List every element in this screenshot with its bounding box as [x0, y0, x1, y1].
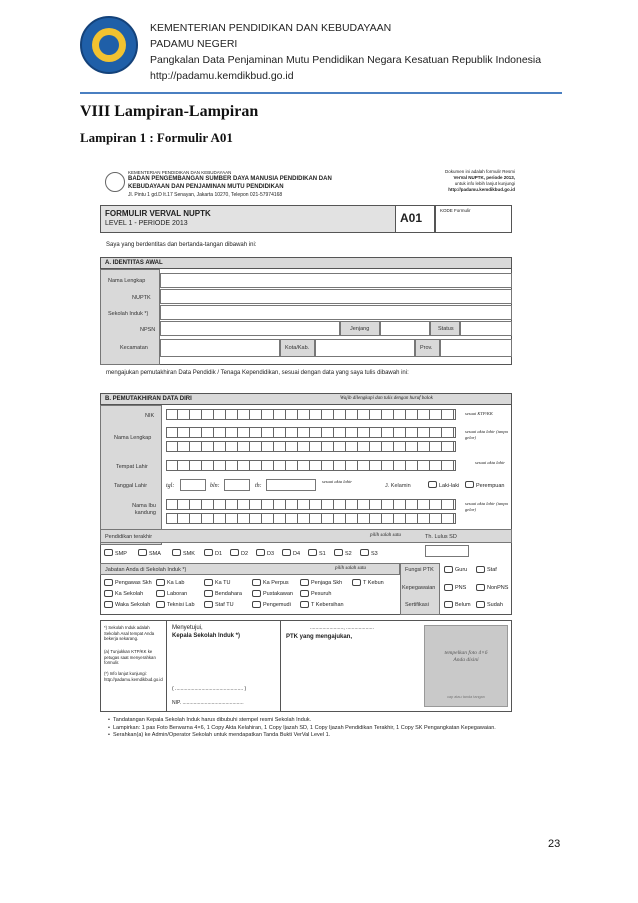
a-input-nuptk[interactable] — [160, 289, 512, 304]
jab-opt-14: Pengemudi — [263, 602, 291, 608]
kemdikbud-logo — [80, 16, 138, 74]
jab-check-9[interactable] — [252, 590, 261, 597]
header-url[interactable]: http://padamu.kemdikbud.go.id — [150, 70, 294, 82]
b-input-bln[interactable] — [224, 479, 250, 491]
form-note-3: untuk info lebih lanjut kunjungi — [454, 181, 515, 186]
jab-opt-3: Ka Perpus — [263, 580, 289, 586]
edu-check-d3[interactable] — [256, 549, 265, 556]
fungsi-guru: Guru — [455, 567, 468, 573]
page-number: 23 — [548, 838, 561, 850]
sig-menyetujui: Menyetujui, — [172, 625, 203, 631]
jab-opt-1: Ka Lab — [167, 580, 185, 586]
jab-check-13[interactable] — [204, 601, 213, 608]
jab-check-12[interactable] — [156, 601, 165, 608]
section-b-title: B. PEMUTAKHIRAN DATA DIRI — [105, 396, 192, 402]
sig-kepsek: Kepala Sekolah Induk *) — [172, 633, 241, 639]
ser-belum: Belum — [455, 602, 471, 608]
a-input-kota[interactable] — [315, 339, 415, 357]
b-input-nik[interactable] — [166, 409, 456, 420]
section-a-title: A. IDENTITAS AWAL — [105, 260, 163, 266]
sig-dots: ........................, .................... — [310, 625, 374, 631]
jab-check-5[interactable] — [352, 579, 361, 586]
header-line-3: Pangkalan Data Penjaminan Mutu Pendidikan Negara Kesatuan Republik Indonesia — [150, 54, 542, 66]
edu-s3: S3 — [371, 551, 378, 557]
a-label-nama: Nama Lengkap — [108, 278, 146, 284]
jab-check-8[interactable] — [204, 590, 213, 597]
jab-opt-9: Pustakawan — [263, 591, 293, 597]
jab-check-4[interactable] — [300, 579, 309, 586]
b-label-pendidikan: Pendidikan terakhir — [105, 534, 153, 540]
b-input-nama-2[interactable] — [166, 441, 456, 452]
jab-opt-7: Laboran — [167, 591, 188, 597]
fungsi-check-guru[interactable] — [444, 566, 453, 573]
b-label-fungsi: Fungsi PTK — [405, 567, 434, 573]
form-note-4: http://padamu.kemdikbud.go.id — [448, 187, 515, 192]
b-input-ibu-1[interactable] — [166, 499, 456, 510]
b-nik-note: sesuai KTP/KK — [465, 411, 493, 416]
edu-check-s1[interactable] — [308, 549, 317, 556]
b-check-laki[interactable] — [428, 481, 437, 488]
a-label-kota: Kota/Kab. — [285, 345, 310, 351]
b-label-jabatan: Jabatan Anda di Sekolah Induk *) — [105, 567, 187, 573]
photo-text-3: cap atau tanda tangan — [447, 695, 485, 699]
b-label-kepegawaian: Kepegawaian — [402, 585, 436, 591]
b-label-tanggal: Tanggal Lahir — [114, 483, 148, 489]
b-tgl: tgl: — [166, 483, 175, 489]
a-input-jenjang[interactable] — [380, 321, 430, 336]
edu-d4: D4 — [293, 551, 301, 557]
peg-pns: PNS — [455, 585, 467, 591]
edu-s1: S1 — [319, 551, 326, 557]
edu-smk: SMK — [183, 551, 195, 557]
form-bullets — [108, 717, 508, 740]
b-opt-laki: Laki-laki — [439, 483, 460, 489]
a-input-kecamatan[interactable] — [160, 339, 280, 357]
jab-opt-11: Waka Sekolah — [115, 602, 151, 608]
b-pendidikan-note: pilih salah satu — [370, 533, 401, 538]
edu-check-d1[interactable] — [204, 549, 213, 556]
form-subtitle: LEVEL 1 - PERIODE 2013 — [105, 220, 188, 227]
a-label-sekolah: Sekolah Induk *) — [108, 311, 149, 317]
edu-check-sma[interactable] — [138, 549, 147, 556]
formulir-a01 — [100, 165, 520, 765]
a-label-npsn: NPSN — [140, 327, 156, 333]
form-title: FORMULIR VERVAL NUPTK — [105, 209, 211, 218]
edu-d1: D1 — [215, 551, 223, 557]
bullet-1: • Tandatangan Kepala Sekolah Induk harus dibubuhi stempel resmi Sekolah Induk. — [108, 717, 312, 723]
edu-check-s3[interactable] — [360, 549, 369, 556]
jab-opt-6: Ka Sekolah — [115, 591, 144, 597]
b-jabatan-note: pilih salah satu — [335, 566, 366, 571]
footnote-1: *) Sekolah Induk adalah Sekolah Asal tempat Anda bekerja sekarang. — [104, 625, 155, 641]
a-label-jenjang: Jenjang — [350, 326, 370, 332]
b-input-ibu-2[interactable] — [166, 513, 456, 524]
sig-divider-1 — [166, 620, 167, 712]
footnote-2: (a) Tunjukkan KTP/KK ke petugas saat menyerahkan formulir. — [104, 649, 156, 665]
form-code: A01 — [400, 211, 423, 225]
a-input-nama[interactable] — [160, 273, 512, 288]
a-input-status[interactable] — [460, 321, 512, 336]
jab-check-7[interactable] — [156, 590, 165, 597]
b-label-ibu: Nama Ibu kandung — [132, 503, 156, 516]
a-input-prov[interactable] — [440, 339, 512, 357]
form-note-2: VerVal NUPTK, periode 2013, — [453, 175, 515, 180]
jab-opt-13: Staf TU — [215, 602, 234, 608]
edu-smp: SMP — [115, 551, 127, 557]
section-b-note: Wajib dilengkapi dan tulis dengan huruf balok — [340, 396, 433, 401]
b-opt-perempuan: Perempuan — [476, 483, 505, 489]
peg-nonpns: NonPNS — [487, 585, 509, 591]
photo-text-2: Anda disini — [453, 657, 479, 663]
a-input-sekolah[interactable] — [160, 305, 512, 320]
jab-opt-0: Pengawas Skh — [115, 580, 152, 586]
b-label-sertifikasi: Sertifikasi — [405, 602, 429, 608]
form-logo — [105, 172, 125, 192]
form-agency-1: BADAN PENGEMBANGAN SUMBER DAYA MANUSIA PENDIDIKAN DAN — [128, 176, 332, 182]
b-input-tgl[interactable] — [180, 479, 206, 491]
b-label-lulus: Th. Lulus SD — [425, 534, 457, 540]
footnote-3: (*) Info lanjut kunjungi: http://padamu.kemdikbud.go.id — [104, 671, 163, 682]
sig-ptk: PTK yang mengajukan, — [286, 634, 353, 640]
sig-paren: ( ................................................. ) — [172, 686, 247, 692]
b-label-nama: Nama Lengkap — [114, 435, 152, 441]
edu-check-smp[interactable] — [104, 549, 113, 556]
jab-opt-15: T Kebersihan — [311, 602, 344, 608]
sig-nip: NIP. ............................................ — [172, 700, 244, 706]
b-check-perempuan[interactable] — [465, 481, 474, 488]
jab-check-2[interactable] — [204, 579, 213, 586]
form-agency-2: KEBUDAYAAN DAN PENJAMINAN MUTU PENDIDIKAN — [128, 184, 284, 190]
jab-check-11[interactable] — [104, 601, 113, 608]
subsection-title: Lampiran 1 : Formulir A01 — [80, 130, 233, 145]
jab-check-1[interactable] — [156, 579, 165, 586]
a-label-nuptk: NUPTK — [132, 295, 151, 301]
edu-sma: SMA — [149, 551, 161, 557]
form-note-1: Dokumen ini adalah formulir Resmi — [444, 169, 515, 174]
form-code-label: KODE Formulir — [440, 208, 471, 213]
edu-d3: D3 — [267, 551, 275, 557]
b-th: th: — [255, 483, 262, 489]
bullet-3: • Serahkan(a) ke Admin/Operator Sekolah untuk mendapatkan Tanda Bukti VerVal Level 1. — [108, 732, 331, 738]
peg-check-pns[interactable] — [444, 584, 453, 591]
header-line-2: PADAMU NEGERI — [150, 38, 238, 50]
b-tempat-note: sesuai akta lahir — [475, 460, 505, 465]
section-title: VIII Lampiran-Lampiran — [80, 103, 259, 120]
form-address: Jl. Pintu 1 gd.D lt.17 Senayan, Jakarta 10270, Telepon 021-57974168 — [128, 192, 283, 198]
a-label-prov: Prov. — [420, 345, 433, 351]
jab-check-10[interactable] — [300, 590, 309, 597]
ser-check-belum[interactable] — [444, 601, 453, 608]
b-input-tempat[interactable] — [166, 460, 456, 471]
jab-check-14[interactable] — [252, 601, 261, 608]
fungsi-check-staf[interactable] — [476, 566, 485, 573]
b-label-nik: NIK — [145, 413, 155, 419]
edu-check-d2[interactable] — [230, 549, 239, 556]
b-bln: bln: — [210, 483, 220, 489]
form-ministry: KEMENTERIAN PENDIDIKAN DAN KEBUDAYAAN — [128, 170, 232, 175]
form-intro: Saya yang berdentitas dan bertanda-tangan dibawah ini: — [106, 242, 257, 248]
jab-check-15[interactable] — [300, 601, 309, 608]
b-input-lulus[interactable] — [425, 545, 469, 557]
b-label-kelamin: J. Kelamin — [385, 483, 411, 489]
sig-divider-2 — [280, 620, 281, 712]
a-label-kecamatan: Kecamatan — [120, 345, 148, 351]
fungsi-staf: Staf — [487, 567, 497, 573]
edu-s2: S2 — [345, 551, 352, 557]
a-input-npsn[interactable] — [160, 321, 340, 336]
jab-check-3[interactable] — [252, 579, 261, 586]
section-b-labels-bg — [100, 405, 162, 545]
ser-check-sudah[interactable] — [476, 601, 485, 608]
jab-opt-12: Teknisi Lab — [167, 602, 195, 608]
b-input-nama-1[interactable] — [166, 427, 456, 438]
jab-opt-10: Pesuruh — [311, 591, 332, 597]
jab-opt-4: Penjaga Skh — [311, 580, 343, 586]
photo-text-1: tempelkan foto 4×6 — [444, 650, 488, 656]
b-nama-note: sesuai akta lahir (tanpa gelar) — [465, 429, 508, 440]
ser-sudah: Sudah — [487, 602, 503, 608]
b-tgl-note: sesuai akta lahir — [322, 479, 352, 484]
jab-check-0[interactable] — [104, 579, 113, 586]
edu-check-smk[interactable] — [172, 549, 181, 556]
jab-opt-8: Bendahara — [215, 591, 242, 597]
header-line-1: KEMENTERIAN PENDIDIKAN DAN KEBUDAYAAN — [150, 22, 392, 34]
b-ibu-note: sesuai akta lahir (tanpa gelar) — [465, 501, 508, 512]
a-label-status: Status — [438, 326, 454, 332]
form-request: mengajukan pemutakhiran Data Pendidik / Tenaga Kependidikan, sesuai dengan data yang saya tulis dibawah ini: — [106, 370, 409, 376]
edu-d2: D2 — [241, 551, 249, 557]
jab-opt-2: Ka TU — [215, 580, 231, 586]
edu-check-s2[interactable] — [334, 549, 343, 556]
peg-check-nonpns[interactable] — [476, 584, 485, 591]
bullet-2: • Lampirkan: 1 pas Foto Berwarna 4×6, 1 Copy Akta Kelahiran, 1 Copy Ijazah SD, 1 Copy Ijazah Pendidikan Terakhir, 1 Copy SK Pengangkatan Kepegawaian. — [108, 724, 496, 731]
edu-check-d4[interactable] — [282, 549, 291, 556]
b-input-th[interactable] — [266, 479, 316, 491]
header-divider — [80, 92, 562, 94]
b-label-tempat: Tempat Lahir — [116, 464, 148, 470]
jab-opt-5: T Kebun — [363, 580, 384, 586]
jab-check-6[interactable] — [104, 590, 113, 597]
